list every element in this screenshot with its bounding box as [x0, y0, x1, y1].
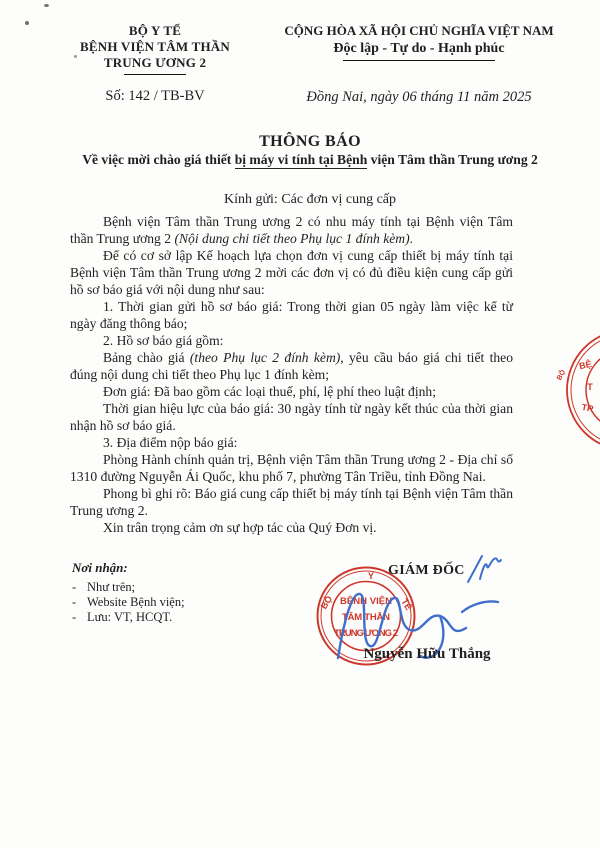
paragraph-address: Phòng Hành chính quản trị, Bệnh viện Tâm thần Trung ương 2 - Địa chỉ số 1310 đường Nguyễn Ái Quốc, khu phố 7, phường Tân Triều, tỉnh Đồng Nai.	[70, 452, 513, 484]
subtitle-suffix: viện Tâm thần Trung ương 2	[367, 152, 538, 167]
recipient-item: - Lưu: VT, HCQT.	[72, 610, 173, 625]
country-title: CỘNG HÒA XÃ HỘI CHỦ NGHĨA VIỆT NAM	[284, 23, 554, 38]
signer-name: Nguyễn Hữu Thắng	[363, 646, 491, 662]
body-text	[70, 213, 513, 536]
edge-stamp-text: T	[587, 382, 593, 392]
document-number: Số: 142 / TB-BV	[105, 88, 205, 104]
recipients-label: Nơi nhận:	[72, 560, 128, 575]
recipient-item: - Website Bệnh viện;	[72, 595, 185, 610]
subtitle-prefix: Về việc mời chào giá thiết	[82, 152, 235, 167]
national-motto-block	[268, 23, 570, 61]
stamp-line2: TÂM THẦN	[342, 612, 390, 623]
document-title: THÔNG BÁO	[259, 133, 361, 150]
paragraph-item1: 1. Thời gian gửi hồ sơ báo giá: Trong thời gian 05 ngày làm việc kể từ ngày đăng thông báo;	[70, 299, 513, 331]
paragraph-envelope: Phong bì ghi rõ: Báo giá cung cấp thiết bị máy tính tại Bệnh viện Tâm thần Trung ương 2.	[70, 486, 513, 518]
stamp-line1: BỆNH VIỆN	[340, 596, 392, 607]
recipients-list	[72, 580, 292, 626]
scan-speck	[25, 21, 29, 25]
edge-stamp-text: BỘ	[556, 369, 568, 382]
recipient-item: - Như trên;	[72, 580, 136, 594]
paragraph-validity: Thời gian hiệu lực của báo giá: 30 ngày tính từ ngày kết thúc của thời gian nhận hồ sơ báo giá.	[70, 401, 513, 433]
subtitle-underlined: bị máy vi tính tại Bệnh	[234, 152, 368, 167]
edge-stamp-text: BỆ	[578, 358, 593, 372]
paragraph-thanks: Xin trân trọng cảm ơn sự hợp tác của Quý Đơn vị.	[103, 520, 377, 535]
paragraph-unit-price: Đơn giá: Đã bao gồm các loại thuế, phí, lệ phí theo luật định;	[103, 384, 436, 399]
org-name-line1: BỆNH VIỆN TÂM THẦN	[80, 39, 230, 54]
edge-stamp-text: TR	[580, 401, 595, 415]
motto: Độc lập - Tự do - Hạnh phúc	[333, 41, 505, 56]
stamp-ring-left: BỘ	[318, 594, 335, 611]
place-dateline: Đồng Nai, ngày 06 tháng 11 năm 2025	[306, 89, 532, 105]
stamp-line3: TRUNG ƯƠNG 2	[334, 628, 398, 639]
salutation: Kính gửi: Các đơn vị cung cấp	[223, 192, 397, 207]
org-underline	[124, 74, 186, 75]
scan-speck	[44, 4, 49, 7]
org-name-line2: TRUNG ƯƠNG 2	[103, 55, 207, 70]
parent-org: BỘ Y TẾ	[128, 23, 182, 38]
edge-overlap-stamp	[546, 326, 600, 458]
paragraph-quote-form: Bảng chào giá (theo Phụ lục 2 đính kèm), yêu cầu báo giá chi tiết theo đúng nội dung chi tiết theo Phụ lục 1 đính kèm;	[70, 350, 513, 382]
document-subtitle	[10, 152, 600, 168]
stamp-ring-top: Y	[367, 571, 375, 581]
signer-title: GIÁM ĐỐC	[388, 563, 465, 578]
paragraph-item2: 2. Hồ sơ báo giá gồm:	[103, 333, 224, 348]
paragraph-purpose: Để có cơ sở lập Kế hoạch lựa chọn đơn vị cung cấp thiết bị máy tính tại Bệnh viện Tâm thần Trung ương 2 mời các đơn vị có đủ điều kiện cung cấp gửi hồ sơ báo giá với nội dung như sau:	[70, 248, 513, 297]
paragraph-item3: 3. Địa điểm nộp báo giá:	[103, 435, 238, 450]
issuing-org-block	[35, 23, 275, 75]
recipients-block	[72, 560, 292, 626]
motto-underline	[343, 60, 495, 61]
paragraph-intro: Bệnh viện Tâm thần Trung ương 2 có nhu máy tính tại Bệnh viện Tâm thần Trung ương 2 (Nội dung chi tiết theo Phụ lục 1 đính kèm).	[70, 214, 513, 246]
stamp-ring-right: TẾ	[399, 596, 414, 612]
